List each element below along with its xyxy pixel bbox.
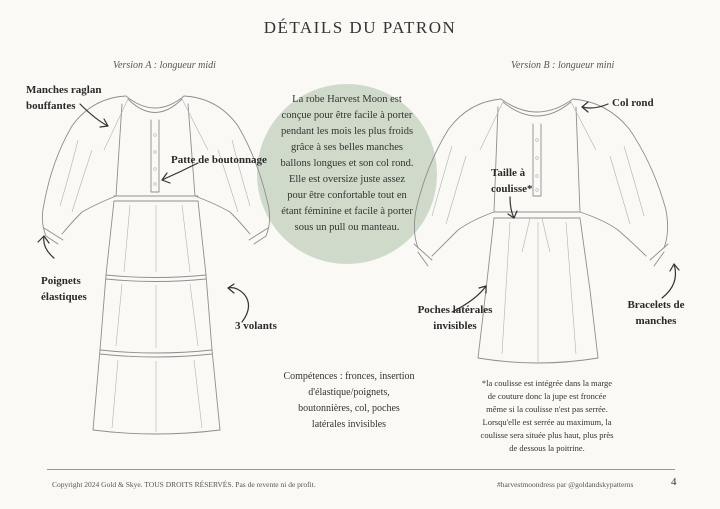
dress-a-drawing bbox=[42, 96, 269, 434]
description-line: Elle est oversize juste assez bbox=[288, 174, 406, 185]
label-raglan-sleeves: Manches raglan bouffantes bbox=[26, 84, 102, 112]
note-line: de couture donc la jupe est froncée bbox=[487, 391, 607, 401]
note-line: de dessous la poitrine. bbox=[509, 443, 585, 453]
label-elastic-cuffs: Poignets élastiques bbox=[41, 275, 87, 303]
annotation-arrows bbox=[38, 102, 679, 322]
hashtag-credit: #harvestmoondress par @goldandskypatterns bbox=[497, 480, 634, 489]
description-line: conçue pour être facile à porter bbox=[281, 110, 413, 121]
label-button-placket: Patte de boutonnage bbox=[171, 154, 267, 166]
label-sleeve-bands: Bracelets de manches bbox=[627, 299, 685, 327]
skills-line: Compétences : fronces, insertion bbox=[283, 371, 415, 382]
label-drawstring-waist: Taille à coulisse* bbox=[491, 167, 533, 195]
description-line: sous un pull ou manteau. bbox=[294, 222, 400, 233]
label-three-ruffles: 3 volants bbox=[235, 320, 277, 332]
description-line: grâce à ses belles manches bbox=[291, 142, 403, 153]
description-line: pendant les mois les plus froids bbox=[280, 126, 414, 137]
skills-text bbox=[282, 369, 416, 433]
skills-line: d'élastique/poignets, bbox=[308, 387, 390, 398]
page-number: 4 bbox=[671, 476, 677, 488]
footer-divider bbox=[47, 469, 675, 470]
note-line: Lorsqu'elle est serrée au maximum, la bbox=[482, 417, 612, 427]
drawstring-footnote bbox=[472, 377, 622, 455]
description-line: étant féminine et facile à porter bbox=[281, 206, 413, 217]
label-hidden-pockets: Poches latérales invisibles bbox=[417, 304, 493, 332]
skills-line: latérales invisibles bbox=[311, 419, 387, 430]
note-line: coulisse sera située plus haut, plus près bbox=[480, 430, 614, 440]
note-line: même si la coulisse n'est pas serrée. bbox=[486, 404, 608, 414]
label-round-collar: Col rond bbox=[612, 97, 654, 109]
version-a-caption: Version A : longueur midi bbox=[113, 60, 216, 71]
description-line: ballons longues et son col rond. bbox=[280, 158, 414, 169]
description-line: La robe Harvest Moon est bbox=[292, 94, 402, 105]
page-title: DÉTAILS DU PATRON bbox=[263, 18, 457, 37]
description-line: pour être confortable tout en bbox=[287, 190, 407, 201]
note-line: *la coulisse est intégrée dans la marge bbox=[481, 378, 613, 388]
version-b-caption: Version B : longueur mini bbox=[511, 60, 615, 71]
skills-line: boutonnières, col, poches bbox=[298, 403, 400, 414]
copyright-text: Copyright 2024 Gold & Skye. TOUS DROITS RÉSERVÉS. Pas de revente ni de profit. bbox=[52, 480, 316, 489]
